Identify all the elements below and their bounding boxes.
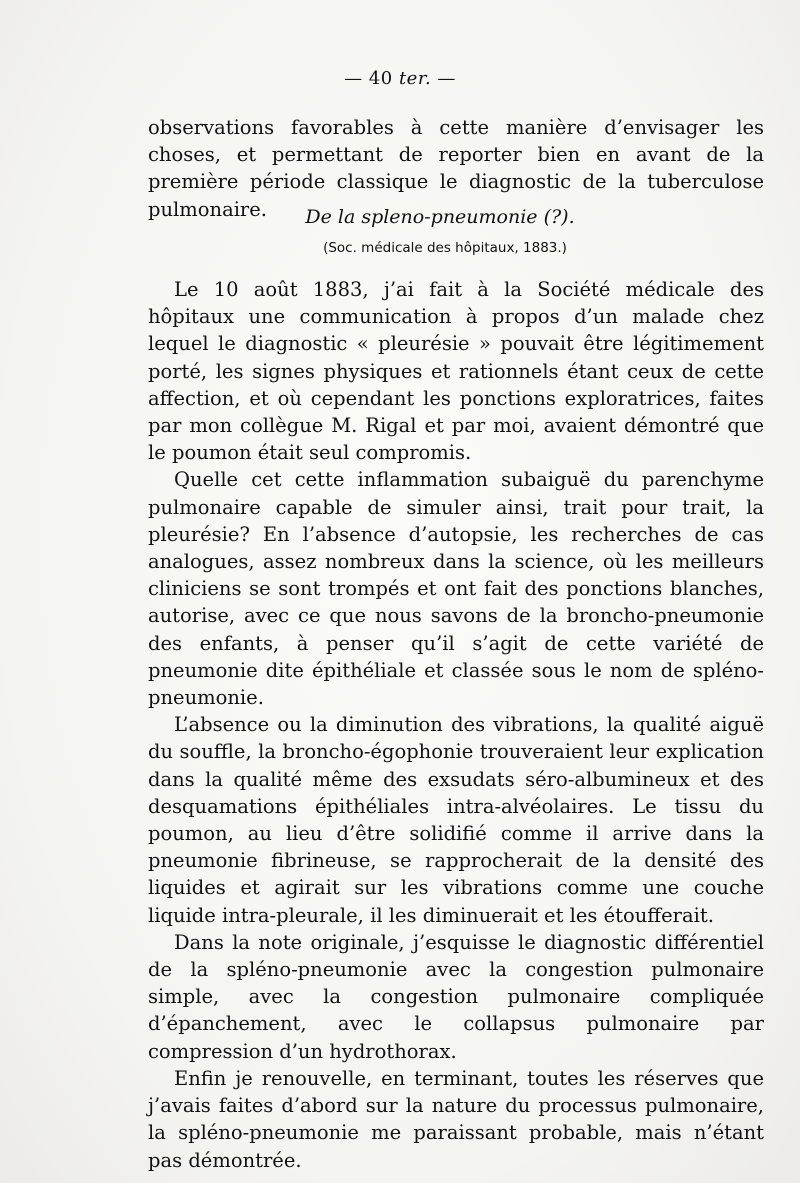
page-header — [0, 68, 800, 89]
page-number: — 40 — [344, 68, 393, 89]
intro-paragraph: observations favorables à cette manière d’envisager les choses, et permettant de reporter bien en avant de la première période classique le diagnostic de la tuberculose pulmonaire. — [148, 116, 764, 221]
body-paragraph: Dans la note originale, j’esquisse le diagnostic différentiel de la spléno-pneumonie avec la congestion pulmonaire simple, avec la congestion pulmonaire compliquée d’épanchement, avec le collapsus pulmonaire par compression d’un hydrothorax. — [148, 930, 764, 1063]
body-paragraph: Le 10 août 1883, j’ai fait à la Société médicale des hôpitaux une communication à propos d’un malade chez lequel le diagnostic « pleurésie » pouvait être légitimement porté, les signes physiques et rationnels étant ceux de cette affection, et où cependant les ponctions exploratrices, faites par mon collègue M. Rigal et par moi, avaient démontré que le poumon était seul compromis. — [148, 278, 764, 465]
section-reference: (Soc. médicale des hôpitaux, 1883.) — [323, 240, 567, 256]
page-dash: — — [437, 68, 456, 89]
body-paragraph: Enfin je renouvelle, en terminant, toutes les réserves que j’avais faites d’abord sur la nature du processus pulmonaire, la spléno-pneumonie me paraissant probable, mais n’étant pas démontrée. — [148, 1066, 764, 1172]
body-paragraph: L’absence ou la diminution des vibrations, la qualité aiguë du souffle, la broncho-égophonie trouveraient leur explication dans la qualité même des exsudats séro-albumineux et des desquamations épithéliales intra-alvéolaires. Le tissu du poumon, au lieu d’être solidifié comme il arrive dans la pneumonie fibrineuse, se rapprocherait de la densité des liquides et agirait sur les vibrations comme une couche liquide intra-pleurale, il les diminuerait et les étoufferait. — [148, 713, 764, 927]
body-block — [148, 276, 764, 1174]
page-suffix: ter. — [398, 68, 432, 89]
body-paragraph: Quelle cet cette inflammation subaiguë du parenchyme pulmonaire capable de simuler ainsi, trait pour trait, la pleurésie? En l’absence d’autopsie, les recherches de cas analogues, assez nombreux dans la science, où les meilleurs cliniciens se sont trompés et ont fait des ponctions blanches, autorise, avec ce que nous savons de la broncho-pneumonie des enfants, à penser qu’il s’agit de cette variété de pneumonie dite épithéliale et classée sous le nom de spléno-pneumonie. — [148, 468, 764, 710]
section-title: De la spleno-pneumonie (?). — [305, 206, 575, 228]
